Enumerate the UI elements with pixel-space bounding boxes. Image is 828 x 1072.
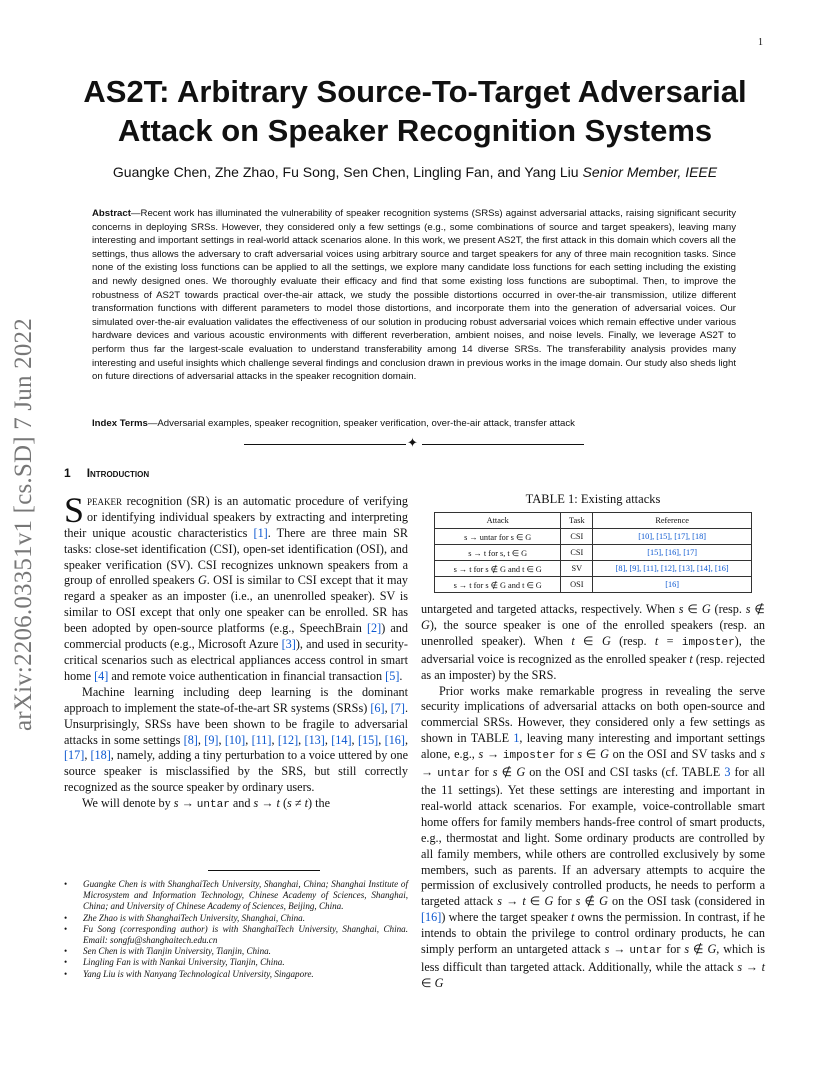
index-terms-text: —Adversarial examples, speaker recognition, speaker verification, over-the-air attack, transfer attack: [147, 418, 575, 429]
author-membership: Senior Member, IEEE: [582, 164, 718, 180]
reference-cell[interactable]: [8], [9], [11], [12], [13], [14], [16]: [593, 561, 752, 577]
index-terms: [92, 418, 736, 429]
intro-paragraph-3: We will denote by s → untar and s → t (s ≠ t) the: [82, 796, 330, 812]
section-heading: [64, 466, 408, 482]
page-number: 1: [758, 37, 763, 48]
footnote-item: • Guangke Chen is with ShanghaiTech University, Shanghai, China; Shanghai Institute of Microsystem and Information Technology, Chinese Academy of Sciences, Shanghai, China; and University of Chinese Academy of Sciences, Beijing, China.: [64, 879, 408, 913]
task-cell: OSI: [561, 577, 593, 593]
table-header-row: [435, 513, 752, 529]
footnote-item: • Sen Chen is with Tianjin University, Tianjin, China.: [64, 946, 408, 957]
index-terms-label: Index Terms: [92, 418, 148, 429]
footnote-item: • Lingling Fan is with Nankai University, Tianjin, China.: [64, 957, 408, 968]
divider-star-icon: ✦: [407, 435, 418, 450]
attack-cell: s → untar for s ∈ G: [435, 529, 561, 545]
attack-cell: s → t for s ∉ G and t ∈ G: [435, 577, 561, 593]
affiliation-footnotes: [64, 879, 408, 980]
reference-cell[interactable]: [16]: [593, 577, 752, 593]
table-caption: TABLE 1: Existing attacks: [525, 492, 661, 506]
table-header-cell: Reference: [593, 513, 752, 529]
footnote-item: • Zhe Zhao is with ShanghaiTech University, Shanghai, China.: [64, 913, 408, 924]
footnote-item: • Fu Song (corresponding author) is with ShanghaiTech University, Shanghai, China. Email: songfu@shanghaitech.edu.cn: [64, 924, 408, 946]
right-column: [421, 602, 765, 992]
abstract-text: —Recent work has illuminated the vulnerability of speaker recognition systems (SRSs) against adversarial attacks, raising significant security concerns in deploying SRSs. However, they considered only a few settings (e.g., some combinations of source and target speakers), leaving many interesting and important settings in real-world attack scenarios alone. In this work, we present AS2T, the first attack in this domain which covers all the settings, thus allows the adversary to craft adversarial voices using arbitrary source and target speakers for any of three main recognition tasks. Since none of the existing loss functions can be applied to all the settings, we explore many candidate loss functions for each setting including the existing and newly designed ones. We thoroughly evaluate their efficacy and find that some existing loss functions are suboptimal. Then, to improve the robustness of AS2T towards practical over-the-air attack, we study the possible distortions occurred in over-the-air transmission, utilize different transformation functions with different parameters to model those distortions, and incorporate them into the generation of adversarial voices. Our simulated over-the-air evaluation validates the effectiveness of our solution in producing robust adversarial voices which remain effective under various hardware devices and various acoustic environments with different reverberation, ambient noises, and noise levels. Finally, we leverage AS2T to perform thus far the largest-scale evaluation to understand transferability among 14 diverse SRSs. The transferability analysis provides many interesting and useful insights which challenge several findings and conclusion drawn in previous works in the image domain. Our study also sheds light on future directions of adversarial attacks in the speaker recognition domain.: [92, 208, 736, 383]
intro-paragraph-2: Machine learning including deep learning is the dominant approach to implement the state-of-the-art SR systems (SRSs) [6], [7]. Unsurprisingly, SRSs have been shown to be fragile to adversarial attacks in some settings [8], [9], [10], [11], [12], [13], [14], [15], [16], [17], [18], namely, adding a tiny perturbation to a voice uttered by one source speaker is misclassified by the SRS, but still correctly recognized as the source speaker by ordinary users.: [64, 684, 409, 795]
section-number: 1: [64, 466, 71, 480]
abstract: [92, 207, 736, 384]
arxiv-identifier-stamp: arXiv:2206.03351v1 [cs.SD] 7 Jun 2022: [10, 318, 37, 732]
attack-cell: s → t for s ∉ G and t ∈ G: [435, 561, 561, 577]
table-header-cell: Task: [561, 513, 593, 529]
attack-cell: s → t for s, t ∈ G: [435, 545, 561, 561]
table-row: [435, 529, 752, 545]
intro-paragraph-5: Prior works make remarkable progress in revealing the serve security implications of adversarial attacks on both open-source and commercial SRSs. However, they considered only a few settings as shown in TABLE 1, leaving many interesting and important settings alone, e.g., s → imposter for s ∈ G on the OSI and SV tasks and s → untar for s ∉ G on the OSI and CSI tasks (cf. TABLE 3 for all the 11 settings). Yet these settings are interesting and important in real-world attack scenarios. For example, voice-controllable smart home offers for family members hands-free control of smart products, e.g., thermostat and light. Some ordinary products are controlled by all family members, while others are controlled exclusively by some members, such as parents. If an adversary attempts to acquire the permission of exclusively controlled products, he needs to perform a targeted attack s → t ∈ G for s ∉ G on the OSI task (considered in [16]) where the target speaker t owns the permission. In contrast, if he intends to obtain the privilege to control ordinary products, he can simply perform an untargeted attack s → untar for s ∉ G, which is less difficult than targeted attack. Additionally, while the attack s → t ∈ G: [421, 683, 766, 990]
reference-cell[interactable]: [10], [15], [17], [18]: [593, 529, 752, 545]
reference-cell[interactable]: [15], [16], [17]: [593, 545, 752, 561]
intro-paragraph-4: untargeted and targeted attacks, respectively. When s ∈ G (resp. s ∉ G), the source speaker is one of the enrolled speakers (resp. an unenrolled speaker). When t ∈ G (resp. t = imposter), the adversarial voice is recognized as the enrolled speaker t (resp. rejected as an imposter) by the SRS.: [421, 602, 766, 682]
intro-paragraph-1: Speaker recognition (SR) is an automatic procedure of verifying or identifying individual speakers by extracting and interpreting their unique acoustic characteristics [1]. There are three main SR tasks: close-set identification (CSI), open-set identification (OSI), and speaker verification (SV). CSI recognizes unknown speakers from a group of enrolled speakers G. OSI is similar to CSI except that it may regard a speaker as an imposter (i.e., an unenrolled speaker). SV is similar to OSI except that only one speaker can be enrolled. SR has been adopted by open-source platforms (e.g., SpeechBrain [2]) and commercial products (e.g., Microsoft Azure [3]), and used in security-critical scenarios such as electrical appliances access control in smart home [4] and remote voice authentication in financial transaction [5].: [64, 489, 408, 683]
table-row: [435, 561, 752, 577]
task-cell: CSI: [561, 545, 593, 561]
footnote-item: • Yang Liu is with Nanyang Technological University, Singapore.: [64, 969, 408, 980]
table-row: [435, 545, 752, 561]
footnote-rule: [208, 870, 320, 871]
paper-title: AS2T: Arbitrary Source-To-Target Adversarial Attack on Speaker Recognition Systems: [83, 74, 747, 148]
section-title: Introduction: [86, 466, 150, 480]
table-header-cell: Attack: [435, 513, 561, 529]
left-column: [64, 466, 408, 814]
author-names: Guangke Chen, Zhe Zhao, Fu Song, Sen Chen, Lingling Fan, and Yang Liu: [112, 164, 579, 180]
abstract-divider: [244, 435, 584, 450]
abstract-label: Abstract: [92, 208, 131, 219]
table-row: [435, 577, 752, 593]
task-cell: CSI: [561, 529, 593, 545]
author-line: [60, 164, 770, 180]
existing-attacks-table: [434, 512, 752, 593]
task-cell: SV: [561, 561, 593, 577]
